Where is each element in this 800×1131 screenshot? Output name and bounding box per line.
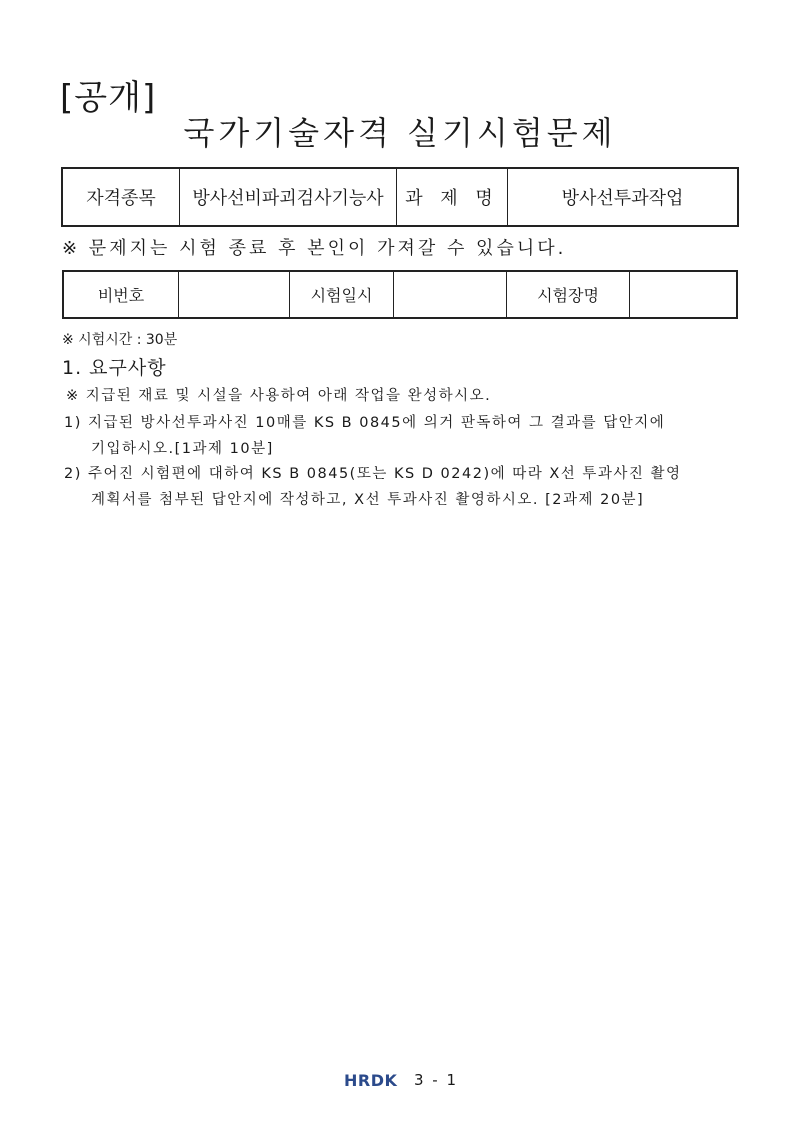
qualification-table bbox=[61, 167, 739, 227]
notice-text: ※ 문제지는 시험 종료 후 본인이 가져갈 수 있습니다. bbox=[62, 238, 567, 259]
requirement-item-1-line-2: 기입하시오.[1과제 10분] bbox=[91, 441, 274, 457]
task-name-value: 방사선투과작업 bbox=[508, 168, 739, 226]
qualification-label: 자격종목 bbox=[62, 168, 180, 226]
candidate-number-value[interactable] bbox=[179, 271, 290, 318]
candidate-number-label: 비번호 bbox=[63, 271, 179, 318]
hrdk-logo bbox=[344, 1071, 397, 1090]
exam-date-label: 시험일시 bbox=[290, 271, 394, 318]
public-tag: [공개] bbox=[60, 78, 157, 118]
requirements-intro: ※ 지급된 재료 및 시설을 사용하여 아래 작업을 완성하시오. bbox=[66, 388, 492, 404]
requirement-item-1-line-1: 1) 지급된 방사선투과사진 10매를 KS B 0845에 의거 판독하여 그 결과를 답안지에 bbox=[64, 415, 666, 431]
candidate-table bbox=[62, 270, 738, 319]
requirement-item-2-line-1: 2) 주어진 시험편에 대하여 KS B 0845(또는 KS D 0242)에 따라 X선 투과사진 촬영 bbox=[64, 466, 682, 482]
document-title: 국가기술자격 실기시험문제 bbox=[183, 114, 617, 152]
qualification-value: 방사선비파괴검사기능사 bbox=[180, 168, 397, 226]
exam-venue-label: 시험장명 bbox=[507, 271, 630, 318]
page-number: 3 - 1 bbox=[414, 1071, 459, 1089]
exam-venue-value[interactable] bbox=[630, 271, 738, 318]
task-name-label: 과 제 명 bbox=[397, 168, 508, 226]
requirements-heading: 1. 요구사항 bbox=[62, 357, 167, 379]
requirement-item-2-line-2: 계획서를 첨부된 답안지에 작성하고, X선 투과사진 촬영하시오. [2과제 20분] bbox=[91, 492, 645, 508]
exam-time: ※ 시험시간 : 30분 bbox=[62, 332, 178, 348]
hrdk-logo-text: HRDK bbox=[344, 1071, 398, 1090]
exam-date-value[interactable] bbox=[394, 271, 507, 318]
